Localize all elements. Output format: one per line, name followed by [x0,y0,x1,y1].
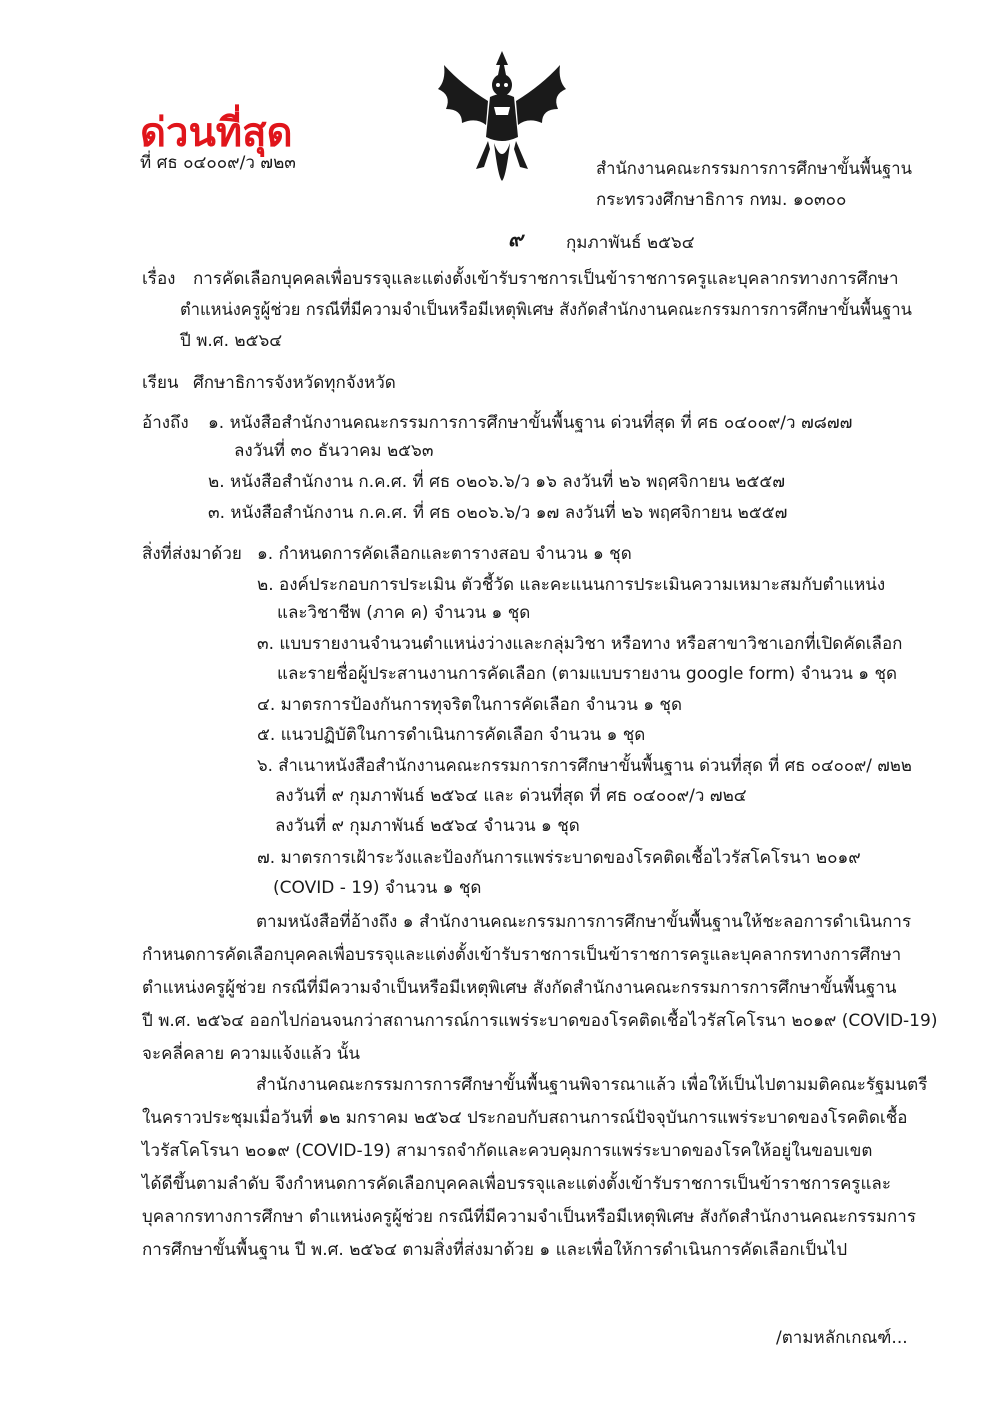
reference-item: ๓. หนังสือสำนักงาน ก.ค.ศ. ที่ ศธ ๐๒๐๖.๖/ว ๑๗ ลงวันที่ ๒๖ พฤศจิกายน ๒๕๕๗ [208,503,788,523]
paragraph-line: ปี พ.ศ. ๒๕๖๔ ออกไปก่อนจนกว่าสถานการณ์การแพร่ระบาดของโรคติดเชื้อไวรัสโคโรนา ๒๐๑๙ (COVID-19) [142,1011,938,1031]
enclosure-item: ๗. มาตรการเฝ้าระวังและป้องกันการแพร่ระบาดของโรคติดเชื้อไวรัสโคโรนา ๒๐๑๙ [257,848,861,868]
document-number: ที่ ศธ ๐๔๐๐๙/ว ๗๒๓ [140,153,296,173]
enclosures-label: สิ่งที่ส่งมาด้วย [142,544,242,564]
paragraph-line: สำนักงานคณะกรรมการการศึกษาขั้นพื้นฐานพิจารณาแล้ว เพื่อให้เป็นไปตามมติคณะรัฐมนตรี [256,1075,928,1095]
enclosure-item: ๑. กำหนดการคัดเลือกและตารางสอบ จำนวน ๑ ชุด [257,544,632,564]
enclosure-item: ๕. แนวปฏิบัติในการดำเนินการคัดเลือก จำนวน ๑ ชุด [257,725,646,745]
enclosure-item: และรายชื่อผู้ประสานงานการคัดเลือก (ตามแบบรายงาน google form) จำนวน ๑ ชุด [277,664,898,684]
date-day: ๙ [508,227,523,251]
enclosure-item: ๓. แบบรายงานจำนวนตำแหน่งว่างและกลุ่มวิชา หรือทาง หรือสาขาวิชาเอกที่เปิดคัดเลือก [257,634,903,654]
subject-label: เรื่อง [142,269,176,289]
paragraph-line: ในคราวประชุมเมื่อวันที่ ๑๒ มกราคม ๒๕๖๔ ประกอบกับสถานการณ์ปัจจุบันการแพร่ระบาดของโรคติดเชื้อ [142,1108,908,1128]
references-label: อ้างถึง [142,413,189,433]
urgency-stamp: ด่วนที่สุด [140,110,293,156]
subject-line: ตำแหน่งครูผู้ช่วย กรณีที่มีความจำเป็นหรือมีเหตุพิเศษ สังกัดสำนักงานคณะกรรมการการศึกษาขั้นพื้นฐาน [180,300,912,320]
garuda-emblem-icon [432,45,572,185]
salutation-recipient: ศึกษาธิการจังหวัดทุกจังหวัด [193,373,396,393]
date-month-year: กุมภาพันธ์ ๒๕๖๔ [566,233,695,253]
subject-line: การคัดเลือกบุคคลเพื่อบรรจุและแต่งตั้งเข้ารับราชการเป็นข้าราชการครูและบุคลากรทางการศึกษา [193,269,899,289]
enclosure-item: ๔. มาตรการป้องกันการทุจริตในการคัดเลือก จำนวน ๑ ชุด [257,695,682,715]
body-paragraph-1 [142,906,938,1071]
subject-line: ปี พ.ศ. ๒๕๖๔ [180,331,283,351]
paragraph-line: ตำแหน่งครูผู้ช่วย กรณีที่มีความจำเป็นหรือมีเหตุพิเศษ สังกัดสำนักงานคณะกรรมการการศึกษาขั้นพื้นฐาน [142,978,897,998]
enclosure-item: ลงวันที่ ๙ กุมภาพันธ์ ๒๕๖๔ และ ด่วนที่สุด ที่ ศธ ๐๔๐๐๙/ว ๗๒๔ [275,786,747,806]
agency-address: กระทรวงศึกษาธิการ กทม. ๑๐๓๐๐ [596,190,847,210]
enclosure-item: (COVID - 19) จำนวน ๑ ชุด [273,878,482,898]
reference-item: ลงวันที่ ๓๐ ธันวาคม ๒๕๖๓ [234,441,434,461]
enclosure-item: ๖. สำเนาหนังสือสำนักงานคณะกรรมการการศึกษาขั้นพื้นฐาน ด่วนที่สุด ที่ ศธ ๐๔๐๐๙/ ๗๒๒ [257,756,912,776]
paragraph-line: กำหนดการคัดเลือกบุคคลเพื่อบรรจุและแต่งตั้งเข้ารับราชการเป็นข้าราชการครูและบุคลากรทางการศึกษา [142,945,902,965]
enclosure-item: ลงวันที่ ๙ กุมภาพันธ์ ๒๕๖๔ จำนวน ๑ ชุด [275,816,580,836]
paragraph-line: ตามหนังสือที่อ้างถึง ๑ สำนักงานคณะกรรมการการศึกษาขั้นพื้นฐานให้ชะลอการดำเนินการ [256,912,912,932]
paragraph-line: ไวรัสโคโรนา ๒๐๑๙ (COVID-19) สามารถจำกัดและควบคุมการแพร่ระบาดของโรคให้อยู่ในขอบเขต [142,1141,873,1161]
paragraph-line: จะคลี่คลาย ความแจ้งแล้ว นั้น [142,1044,361,1064]
paragraph-line: ได้ดีขึ้นตามลำดับ จึงกำหนดการคัดเลือกบุคคลเพื่อบรรจุและแต่งตั้งเข้ารับราชการเป็นข้าราชการครูและ [142,1174,891,1194]
body-paragraph-2 [142,1069,928,1267]
enclosure-item: และวิชาชีพ (ภาค ค) จำนวน ๑ ชุด [277,603,531,623]
paragraph-line: บุคลากรทางการศึกษา ตำแหน่งครูผู้ช่วย กรณีที่มีความจำเป็นหรือมีเหตุพิเศษ สังกัดสำนักงานคณะกรรมการ [142,1207,916,1227]
enclosure-item: ๒. องค์ประกอบการประเมิน ตัวชี้วัด และคะแนนการประเมินความเหมาะสมกับตำแหน่ง [257,575,886,595]
agency-name: สำนักงานคณะกรรมการการศึกษาขั้นพื้นฐาน [596,159,912,179]
reference-item: ๒. หนังสือสำนักงาน ก.ค.ศ. ที่ ศธ ๐๒๐๖.๖/ว ๑๖ ลงวันที่ ๒๖ พฤศจิกายน ๒๕๕๗ [208,472,785,492]
continuation-marker: /ตามหลักเกณฑ์... [776,1328,908,1348]
paragraph-line: การศึกษาขั้นพื้นฐาน ปี พ.ศ. ๒๕๖๔ ตามสิ่งที่ส่งมาด้วย ๑ และเพื่อให้การดำเนินการคัดเลือกเป็นไป [142,1240,848,1260]
salutation-label: เรียน [142,373,179,393]
reference-item: ๑. หนังสือสำนักงานคณะกรรมการการศึกษาขั้นพื้นฐาน ด่วนที่สุด ที่ ศธ ๐๔๐๐๙/ว ๗๘๗๗ [208,413,853,433]
